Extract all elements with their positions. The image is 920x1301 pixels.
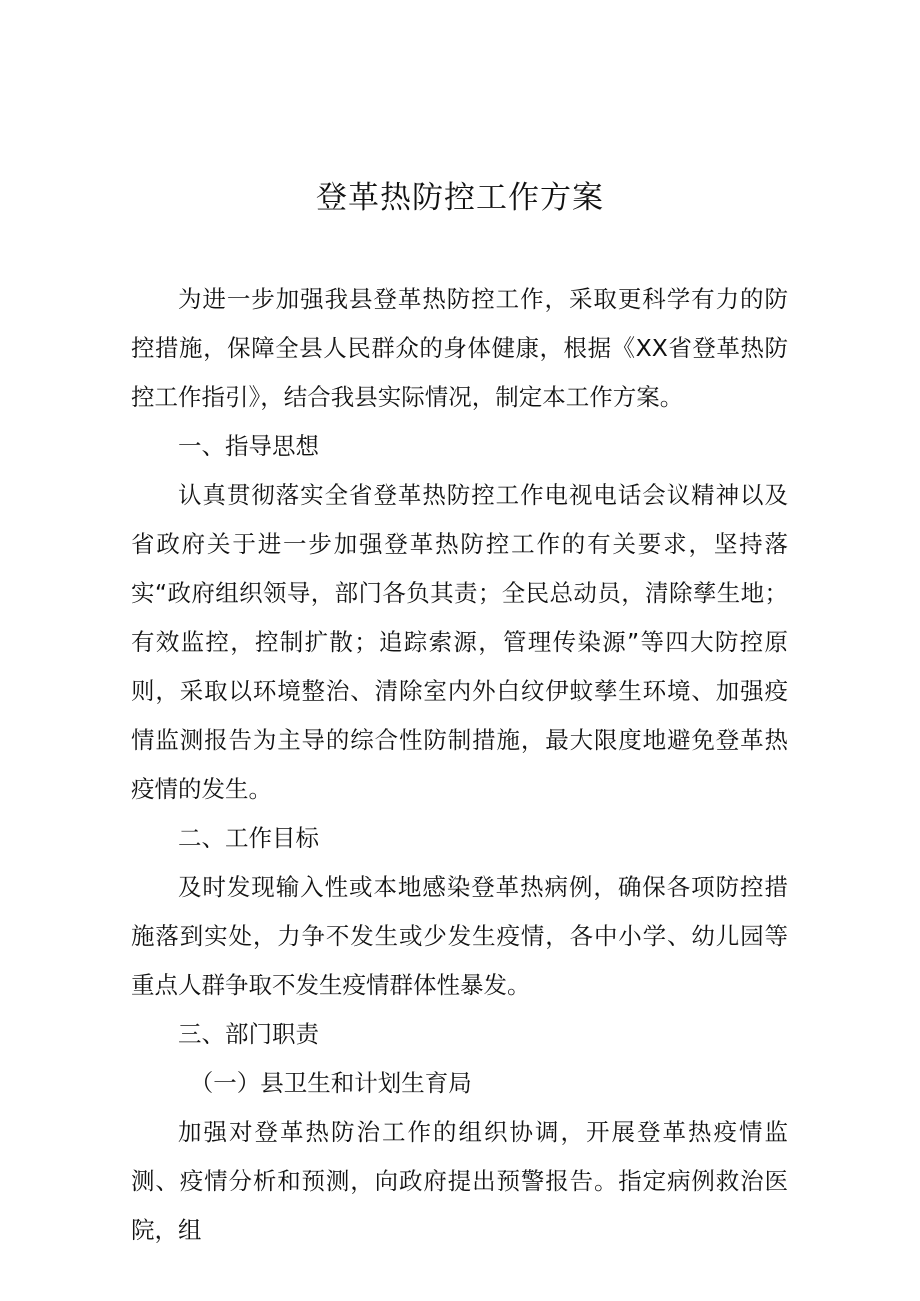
work-goals-paragraph: 及时发现输入性或本地感染登革热病例，确保各项防控措施落到实处，力争不发生或少发生疫情，各中小学、幼儿园等重点人群争取不发生疫情群体性暴发。 (131, 873, 788, 999)
document-body (131, 275, 788, 1255)
document-title: 登革热防控工作方案 (316, 180, 604, 216)
section-heading-department-duties: 三、部门职责 (178, 1020, 319, 1048)
subsection-heading-health-bureau: （一）县卫生和计划生育局 (189, 1069, 472, 1097)
guiding-ideology-paragraph: 认真贯彻落实全省登革热防控工作电视电话会议精神以及省政府关于进一步加强登革热防控工作的有关要求，坚持落实“政府组织领导，部门各负其责；全民总动员，清除孳生地；有效监控，控制扩散；追踪索源，管理传染源”等四大防控原则，采取以环境整治、清除室内外白纹伊蚊孳生环境、加强疫情监测报告为主导的综合性防制措施，最大限度地避免登革热疫情的发生。 (131, 481, 788, 803)
intro-paragraph: 为进一步加强我县登革热防控工作，采取更科学有力的防控措施，保障全县人民群众的身体健康，根据《XX省登革热防控工作指引》，结合我县实际情况，制定本工作方案。 (131, 285, 788, 411)
section-heading-guiding-ideology: 一、指导思想 (178, 432, 319, 460)
section-heading-work-goals: 二、工作目标 (178, 824, 319, 852)
health-bureau-paragraph: 加强对登革热防治工作的组织协调，开展登革热疫情监测、疫情分析和预测，向政府提出预警报告。指定病例救治医院，组 (131, 1118, 788, 1244)
